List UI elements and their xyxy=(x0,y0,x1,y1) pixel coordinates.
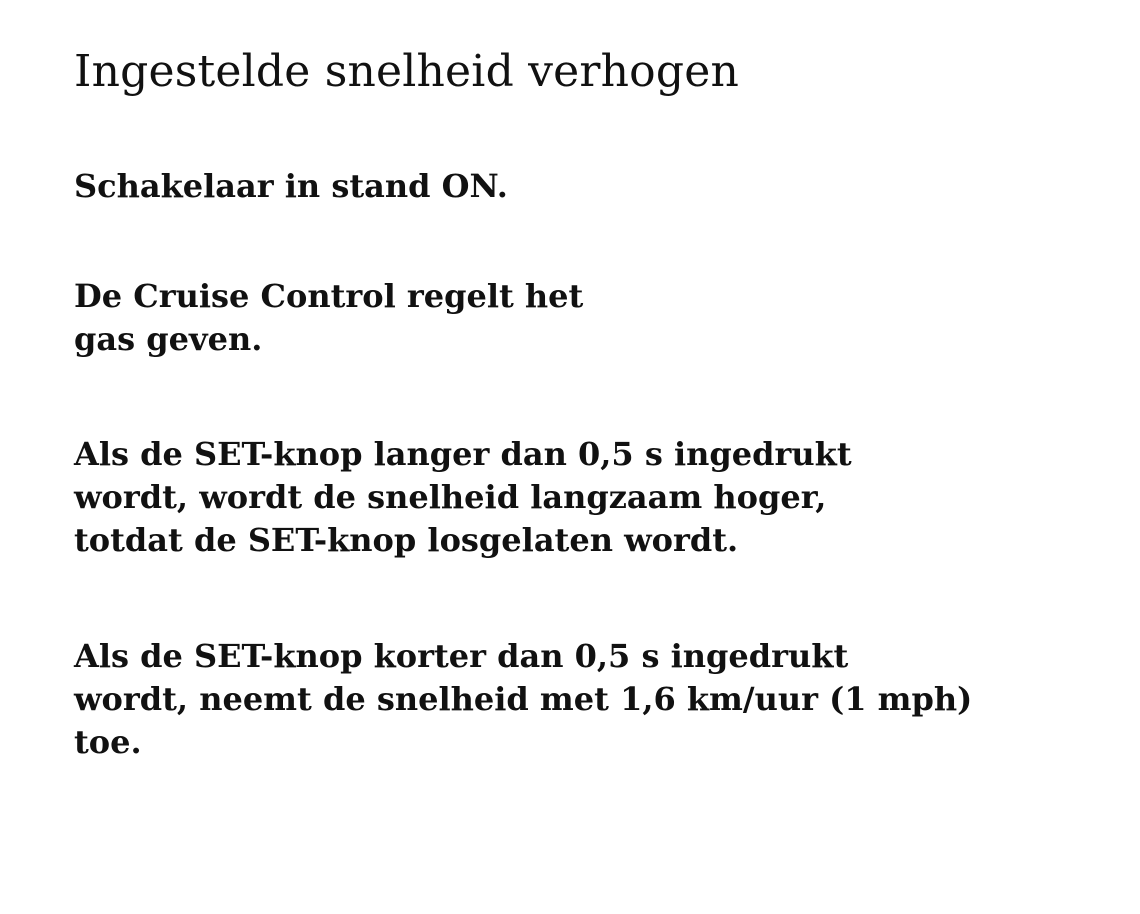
paragraph-line: Schakelaar in stand ON. xyxy=(74,167,508,205)
paragraph-line: wordt, neemt de snelheid met 1,6 km/uur (1 mph) xyxy=(74,680,973,718)
paragraph-line: totdat de SET-knop losgelaten wordt. xyxy=(74,521,739,559)
paragraph-switch-on xyxy=(74,165,508,208)
page-title: Ingestelde snelheid verhogen xyxy=(74,46,740,97)
paragraph-line: wordt, wordt de snelheid langzaam hoger, xyxy=(74,478,827,516)
paragraph-line: Als de SET-knop korter dan 0,5 s ingedrukt xyxy=(74,637,849,675)
paragraph-set-short-press xyxy=(74,635,972,764)
paragraph-set-long-press xyxy=(74,433,852,562)
paragraph-line: Als de SET-knop langer dan 0,5 s ingedrukt xyxy=(74,435,852,473)
paragraph-line: De Cruise Control regelt het xyxy=(74,277,584,315)
paragraph-cruise-control xyxy=(74,275,583,361)
paragraph-line: toe. xyxy=(74,723,142,761)
paragraph-line: gas geven. xyxy=(74,320,263,358)
